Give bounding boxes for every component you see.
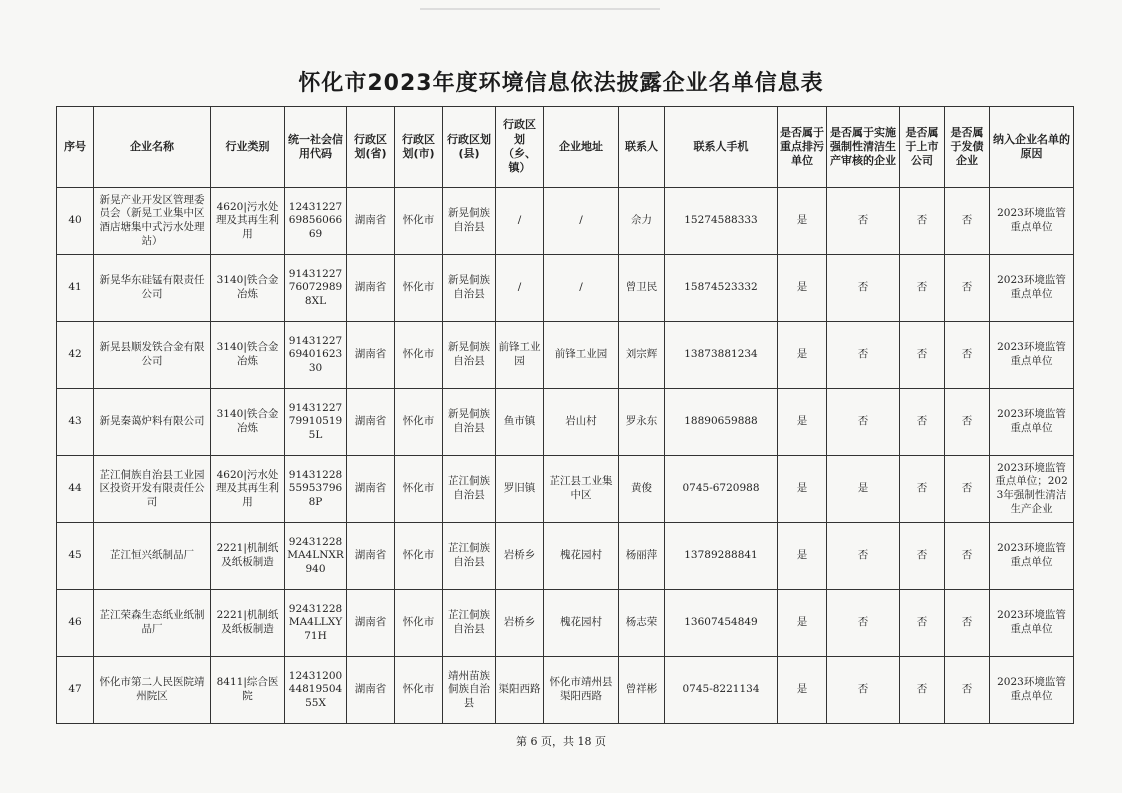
contact-phone-cell: 0745-8221134 xyxy=(665,657,778,724)
company-address-cell: 岩山村 xyxy=(544,389,619,456)
city-cell: 怀化市 xyxy=(395,523,443,590)
contact-person-cell: 曾卫民 xyxy=(619,255,665,322)
key-polluter-flag-cell: 是 xyxy=(778,188,827,255)
clean-production-flag-cell: 否 xyxy=(827,590,900,657)
inclusion-reason-cell: 2023环境监管重点单位 xyxy=(990,255,1074,322)
table-row xyxy=(57,657,1074,724)
inclusion-reason-cell: 2023环境监管重点单位 xyxy=(990,590,1074,657)
header-cell: 序号 xyxy=(57,107,94,188)
header-cell: 是否属于上市公司 xyxy=(900,107,945,188)
clean-production-flag-cell: 否 xyxy=(827,523,900,590)
city-cell: 怀化市 xyxy=(395,322,443,389)
table-row xyxy=(57,389,1074,456)
header-cell: 企业名称 xyxy=(94,107,211,188)
company-address-cell: 芷江县工业集中区 xyxy=(544,456,619,523)
contact-person-cell: 罗永东 xyxy=(619,389,665,456)
contact-phone-cell: 13789288841 xyxy=(665,523,778,590)
header-cell: 行政区划(县) xyxy=(443,107,496,188)
province-cell: 湖南省 xyxy=(347,456,395,523)
clean-production-flag-cell: 是 xyxy=(827,456,900,523)
contact-phone-cell: 15874523332 xyxy=(665,255,778,322)
credit-code-cell: 92431228MA4LLXY71H xyxy=(285,590,347,657)
company-address-cell: 槐花园村 xyxy=(544,590,619,657)
inclusion-reason-cell: 2023环境监管重点单位 xyxy=(990,188,1074,255)
bond-issuer-flag-cell: 否 xyxy=(945,255,990,322)
county-cell: 芷江侗族自治县 xyxy=(443,456,496,523)
province-cell: 湖南省 xyxy=(347,657,395,724)
table-header-row xyxy=(57,107,1074,188)
contact-person-cell: 杨志荣 xyxy=(619,590,665,657)
city-cell: 怀化市 xyxy=(395,590,443,657)
city-cell: 怀化市 xyxy=(395,389,443,456)
key-polluter-flag-cell: 是 xyxy=(778,523,827,590)
credit-code-cell: 92431228MA4LNXR940 xyxy=(285,523,347,590)
contact-phone-cell: 13873881234 xyxy=(665,322,778,389)
city-cell: 怀化市 xyxy=(395,188,443,255)
row-number-cell: 41 xyxy=(57,255,94,322)
clean-production-flag-cell: 否 xyxy=(827,389,900,456)
table-row xyxy=(57,322,1074,389)
credit-code-cell: 124312004481950455X xyxy=(285,657,347,724)
key-polluter-flag-cell: 是 xyxy=(778,456,827,523)
industry-category-cell: 4620|污水处理及其再生利用 xyxy=(211,456,285,523)
county-cell: 新晃侗族自治县 xyxy=(443,389,496,456)
header-cell: 企业地址 xyxy=(544,107,619,188)
row-number-cell: 40 xyxy=(57,188,94,255)
row-number-cell: 45 xyxy=(57,523,94,590)
credit-code-cell: 914312276940162330 xyxy=(285,322,347,389)
inclusion-reason-cell: 2023环境监管重点单位 xyxy=(990,322,1074,389)
industry-category-cell: 3140|铁合金冶炼 xyxy=(211,389,285,456)
contact-person-cell: 佘力 xyxy=(619,188,665,255)
province-cell: 湖南省 xyxy=(347,322,395,389)
industry-category-cell: 3140|铁合金冶炼 xyxy=(211,255,285,322)
listed-company-flag-cell: 否 xyxy=(900,389,945,456)
county-cell: 新晃侗族自治县 xyxy=(443,322,496,389)
table-body xyxy=(57,188,1074,724)
credit-code-cell: 91431228559537968P xyxy=(285,456,347,523)
contact-phone-cell: 13607454849 xyxy=(665,590,778,657)
clean-production-flag-cell: 否 xyxy=(827,188,900,255)
industry-category-cell: 4620|污水处理及其再生利用 xyxy=(211,188,285,255)
contact-phone-cell: 15274588333 xyxy=(665,188,778,255)
inclusion-reason-cell: 2023环境监管重点单位 xyxy=(990,657,1074,724)
county-cell: 靖州苗族侗族自治县 xyxy=(443,657,496,724)
listed-company-flag-cell: 否 xyxy=(900,523,945,590)
listed-company-flag-cell: 否 xyxy=(900,188,945,255)
bond-issuer-flag-cell: 否 xyxy=(945,590,990,657)
header-cell: 统一社会信用代码 xyxy=(285,107,347,188)
township-cell: 岩桥乡 xyxy=(496,523,544,590)
industry-category-cell: 3140|铁合金冶炼 xyxy=(211,322,285,389)
company-name-cell: 芷江恒兴纸制品厂 xyxy=(94,523,211,590)
company-address-cell: 槐花园村 xyxy=(544,523,619,590)
company-name-cell: 新晃产业开发区管理委员会（新晃工业集中区酒店塘集中式污水处理站） xyxy=(94,188,211,255)
header-cell: 联系人 xyxy=(619,107,665,188)
credit-code-cell: 91431227799105195L xyxy=(285,389,347,456)
row-number-cell: 42 xyxy=(57,322,94,389)
industry-category-cell: 2221|机制纸及纸板制造 xyxy=(211,523,285,590)
key-polluter-flag-cell: 是 xyxy=(778,322,827,389)
listed-company-flag-cell: 否 xyxy=(900,322,945,389)
header-cell: 联系人手机 xyxy=(665,107,778,188)
company-address-cell: / xyxy=(544,255,619,322)
header-cell: 是否属于实施强制性清洁生产审核的企业 xyxy=(827,107,900,188)
clean-production-flag-cell: 否 xyxy=(827,322,900,389)
row-number-cell: 46 xyxy=(57,590,94,657)
enterprise-table xyxy=(56,106,1074,724)
table-row xyxy=(57,523,1074,590)
township-cell: 前锋工业园 xyxy=(496,322,544,389)
row-number-cell: 47 xyxy=(57,657,94,724)
credit-code-cell: 91431227760729898XL xyxy=(285,255,347,322)
county-cell: 新晃侗族自治县 xyxy=(443,188,496,255)
contact-person-cell: 曾祥彬 xyxy=(619,657,665,724)
key-polluter-flag-cell: 是 xyxy=(778,255,827,322)
county-cell: 芷江侗族自治县 xyxy=(443,523,496,590)
company-address-cell: / xyxy=(544,188,619,255)
clean-production-flag-cell: 否 xyxy=(827,255,900,322)
company-address-cell: 怀化市靖州县渠阳西路 xyxy=(544,657,619,724)
header-cell: 是否属于发债企业 xyxy=(945,107,990,188)
listed-company-flag-cell: 否 xyxy=(900,255,945,322)
contact-person-cell: 刘宗辉 xyxy=(619,322,665,389)
contact-person-cell: 黄俊 xyxy=(619,456,665,523)
inclusion-reason-cell: 2023环境监管重点单位 xyxy=(990,389,1074,456)
township-cell: 渠阳西路 xyxy=(496,657,544,724)
company-name-cell: 新晃县顺发铁合金有限公司 xyxy=(94,322,211,389)
listed-company-flag-cell: 否 xyxy=(900,456,945,523)
province-cell: 湖南省 xyxy=(347,389,395,456)
township-cell: / xyxy=(496,255,544,322)
city-cell: 怀化市 xyxy=(395,657,443,724)
listed-company-flag-cell: 否 xyxy=(900,590,945,657)
page-title: 怀化市2023年度环境信息依法披露企业名单信息表 xyxy=(298,71,824,96)
header-cell: 是否属于重点排污单位 xyxy=(778,107,827,188)
company-name-cell: 新晃华东硅锰有限责任公司 xyxy=(94,255,211,322)
industry-category-cell: 8411|综合医院 xyxy=(211,657,285,724)
header-cell: 行政区划(省) xyxy=(347,107,395,188)
table-row xyxy=(57,590,1074,657)
key-polluter-flag-cell: 是 xyxy=(778,590,827,657)
township-cell: / xyxy=(496,188,544,255)
township-cell: 鱼市镇 xyxy=(496,389,544,456)
bond-issuer-flag-cell: 否 xyxy=(945,322,990,389)
bond-issuer-flag-cell: 否 xyxy=(945,389,990,456)
company-name-cell: 怀化市第二人民医院靖州院区 xyxy=(94,657,211,724)
city-cell: 怀化市 xyxy=(395,255,443,322)
header-cell: 纳入企业名单的原因 xyxy=(990,107,1074,188)
credit-code-cell: 124312276985606669 xyxy=(285,188,347,255)
contact-person-cell: 杨丽萍 xyxy=(619,523,665,590)
province-cell: 湖南省 xyxy=(347,523,395,590)
inclusion-reason-cell: 2023环境监管重点单位 xyxy=(990,523,1074,590)
bond-issuer-flag-cell: 否 xyxy=(945,188,990,255)
city-cell: 怀化市 xyxy=(395,456,443,523)
township-cell: 岩桥乡 xyxy=(496,590,544,657)
key-polluter-flag-cell: 是 xyxy=(778,389,827,456)
company-name-cell: 芷江荣森生态纸业纸制品厂 xyxy=(94,590,211,657)
key-polluter-flag-cell: 是 xyxy=(778,657,827,724)
contact-phone-cell: 18890659888 xyxy=(665,389,778,456)
header-cell: 行政区划(市) xyxy=(395,107,443,188)
industry-category-cell: 2221|机制纸及纸板制造 xyxy=(211,590,285,657)
county-cell: 芷江侗族自治县 xyxy=(443,590,496,657)
inclusion-reason-cell: 2023环境监管重点单位；2023年强制性清洁生产企业 xyxy=(990,456,1074,523)
contact-phone-cell: 0745-6720988 xyxy=(665,456,778,523)
province-cell: 湖南省 xyxy=(347,188,395,255)
table-row xyxy=(57,456,1074,523)
company-name-cell: 芷江侗族自治县工业园区投资开发有限责任公司 xyxy=(94,456,211,523)
county-cell: 新晃侗族自治县 xyxy=(443,255,496,322)
bond-issuer-flag-cell: 否 xyxy=(945,523,990,590)
row-number-cell: 43 xyxy=(57,389,94,456)
table-row xyxy=(57,255,1074,322)
province-cell: 湖南省 xyxy=(347,255,395,322)
bond-issuer-flag-cell: 否 xyxy=(945,657,990,724)
township-cell: 罗旧镇 xyxy=(496,456,544,523)
row-number-cell: 44 xyxy=(57,456,94,523)
province-cell: 湖南省 xyxy=(347,590,395,657)
page-footer: 第 6 页，共 18 页 xyxy=(516,735,606,748)
header-cell: 行政区划（乡、镇） xyxy=(496,107,544,188)
clean-production-flag-cell: 否 xyxy=(827,657,900,724)
bond-issuer-flag-cell: 否 xyxy=(945,456,990,523)
scan-artifact xyxy=(420,8,660,10)
company-address-cell: 前锋工业园 xyxy=(544,322,619,389)
header-cell: 行业类别 xyxy=(211,107,285,188)
table-row xyxy=(57,188,1074,255)
listed-company-flag-cell: 否 xyxy=(900,657,945,724)
company-name-cell: 新晃秦蔼炉料有限公司 xyxy=(94,389,211,456)
